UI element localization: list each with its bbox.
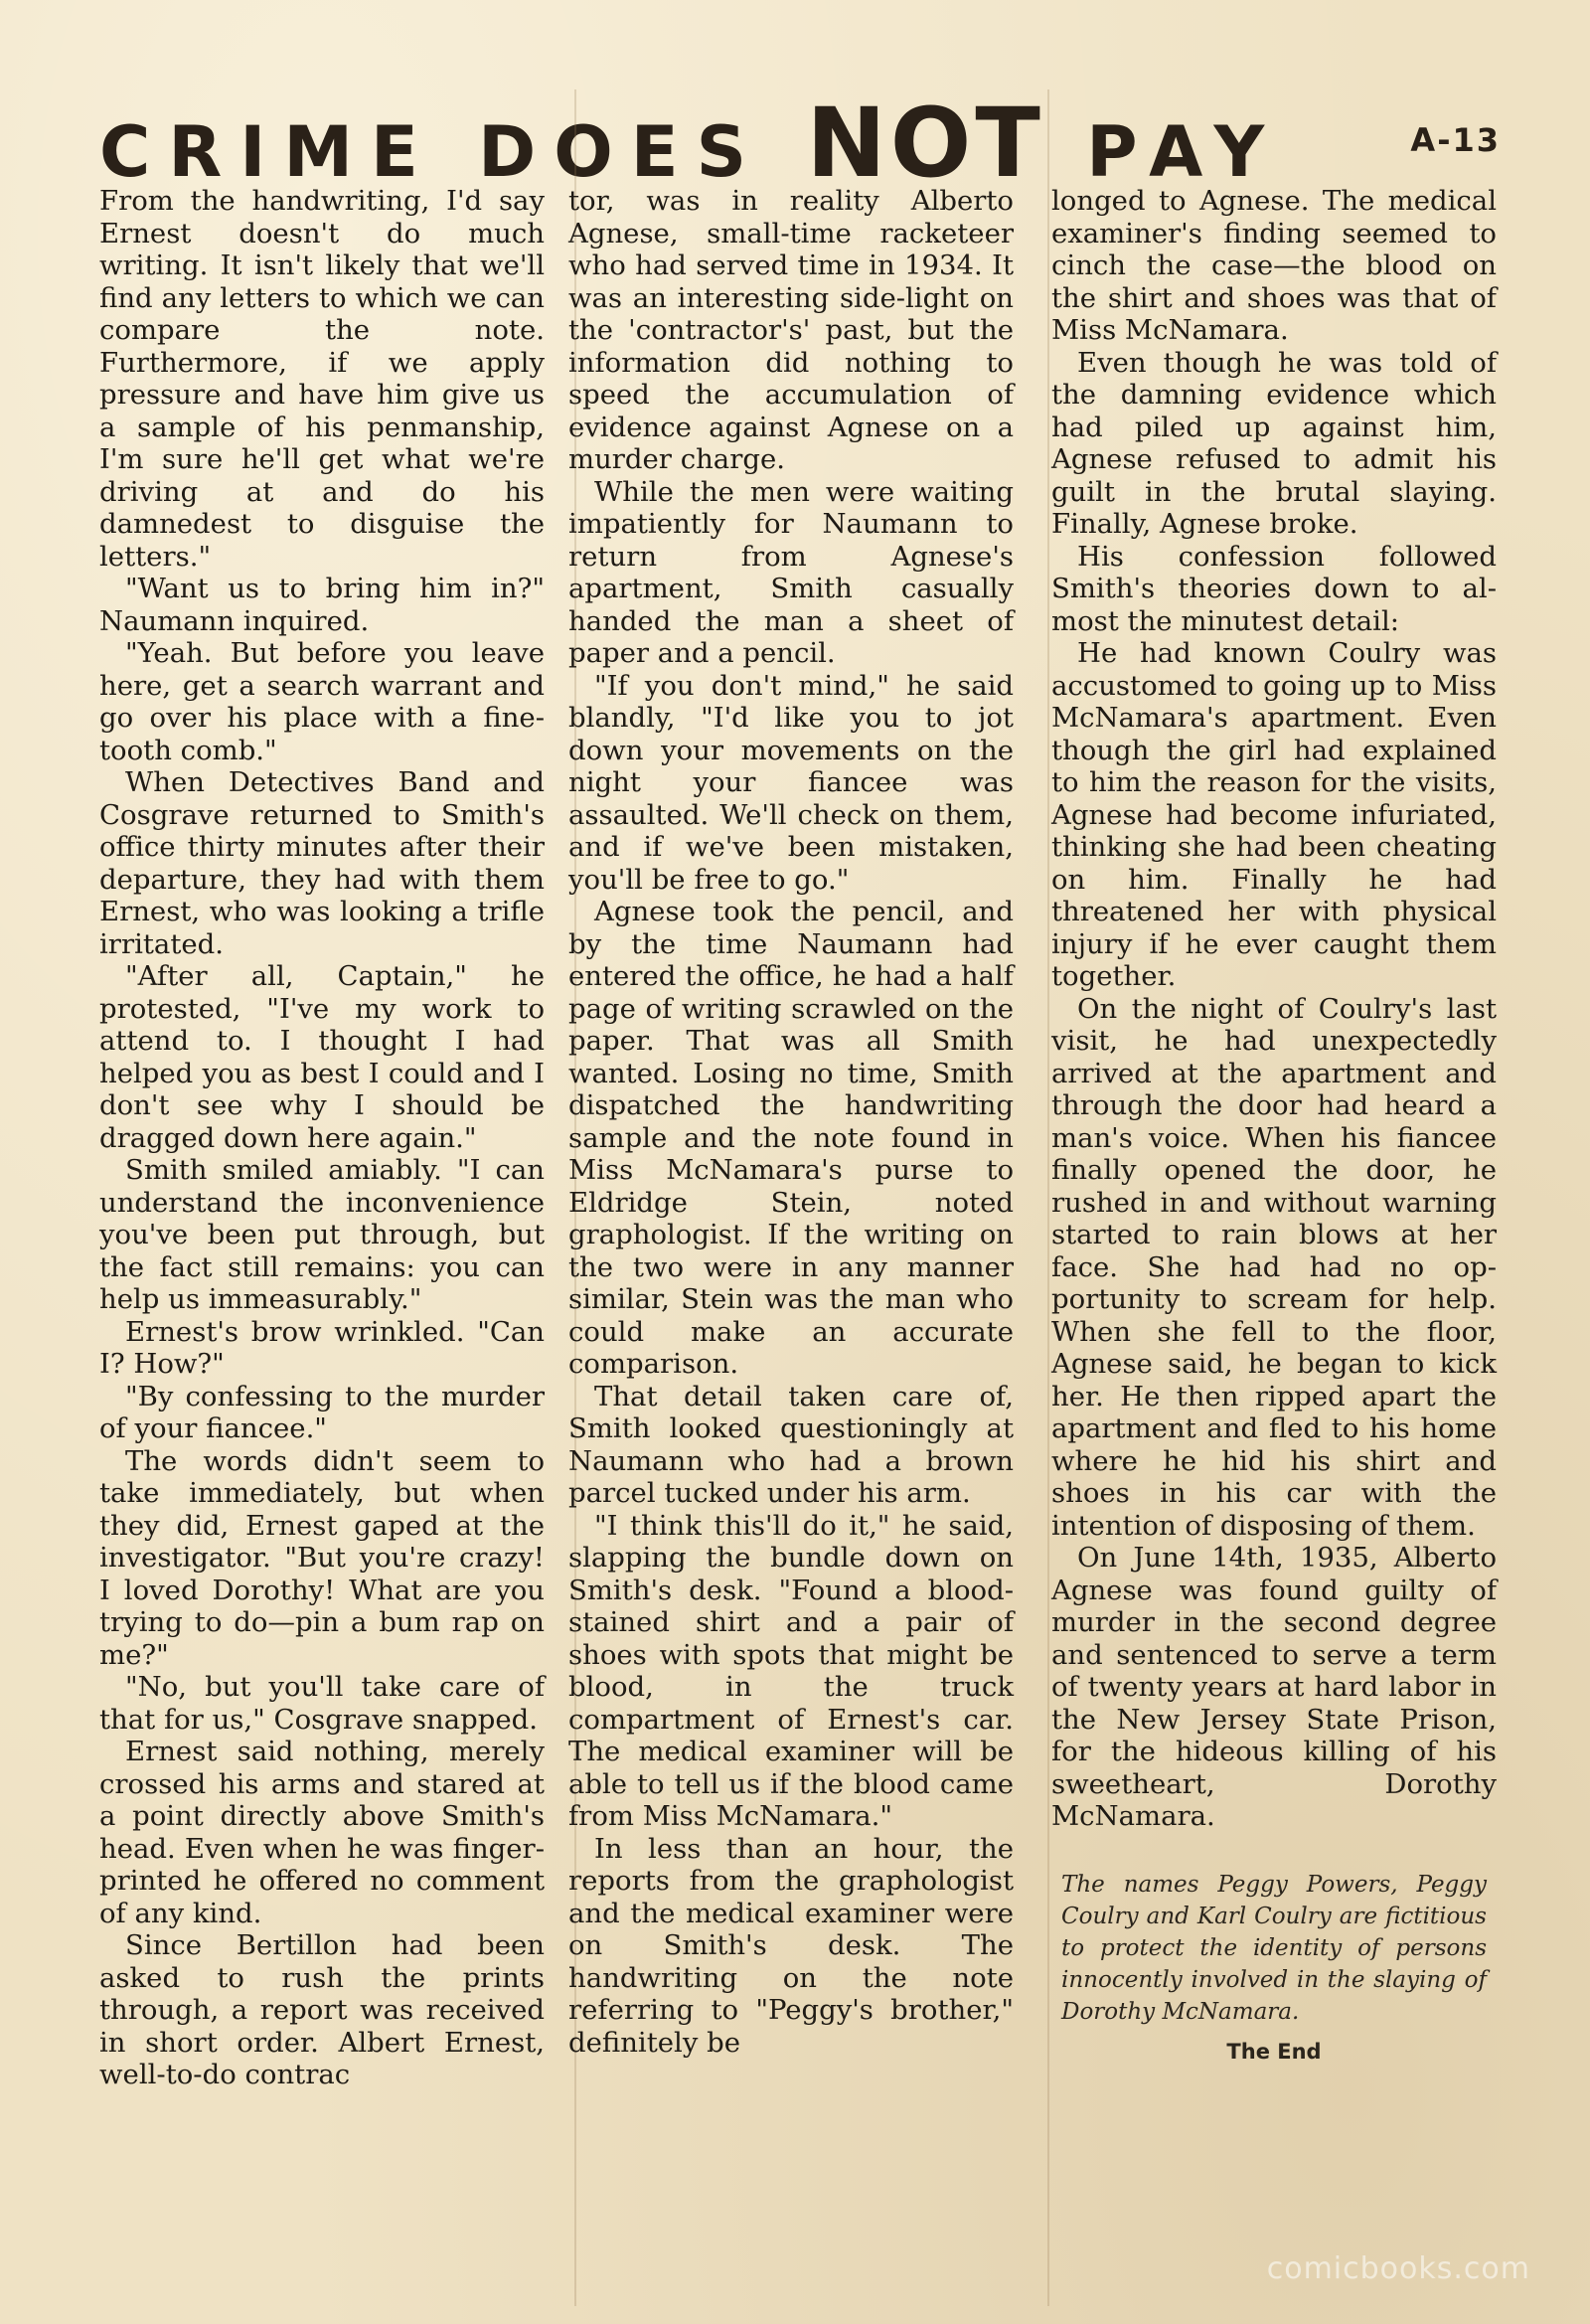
paragraph: "If you don't mind," he said blandly, "I'd like you to jot down your movements on the night your fiancee was assaulted. We'll check on them, and if we've been mistaken, you'll be free to go." xyxy=(568,669,1014,896)
title-part-crime-does: CRIME DOES xyxy=(99,111,807,193)
paragraph: Ernest said nothing, merely crossed his arms and stared at a point directly above Smith's head. Even when he was finger-printed he offered no comment of any kind. xyxy=(99,1736,545,1929)
paragraph: "After all, Captain," he protested, "I've my work to attend to. I thought I had helped you as best I could and I don't see why I should be dragged down here again." xyxy=(99,960,545,1154)
paragraph: "Yeah. But before you leave here, get a search warrant and go over his place with a fine-tooth comb." xyxy=(99,637,545,766)
paragraph: The words didn't seem to take immediately, but when they did, Ernest gaped at the investigator. "But you're crazy! I loved Dorothy! What are you trying to do—pin a bum rap on me?" xyxy=(99,1444,545,1671)
fold-crease xyxy=(1047,89,1049,2306)
paragraph: His confession followed Smith's theories down to almost the minutest detail: xyxy=(1051,540,1497,637)
paragraph: longed to Agnese. The medical examiner's finding seemed to cinch the case—the blood on the shirt and shoes was that of Miss McNamara. xyxy=(1051,185,1497,346)
paragraph: Ernest's brow wrinkled. "Can I? How?" xyxy=(99,1315,545,1380)
site-watermark: comicbooks.com xyxy=(1266,2251,1530,2286)
paragraph: "Want us to bring him in?" Naumann inquired. xyxy=(99,573,545,637)
paragraph: On the night of Coulry's last visit, he had unexpectedly arrived at the apartment and through the door had heard a man's voice. When his fiancee finally opened the door, he rushed in and without warning started to rain blows at her face. She had had no opportunity to scream for help. When she fell to the floor, Agnese said, he began to kick her. He then ripped apart the apartment and fled to his home where he hid his shirt and shoes in his car with the intention of disposing of them. xyxy=(1051,992,1497,1542)
paragraph: From the handwriting, I'd say Ernest doesn't do much writing. It isn't likely that we'll find any letters to which we can compare the note. Furthermore, if we apply pressure and have him give us a sample of his penmanship, I'm sure he'll get what we're driving at and do his damnedest to disguise the letters." xyxy=(99,185,545,573)
title-part-not: NOT xyxy=(806,87,1044,199)
paragraph: "By confessing to the murder of your fiancee." xyxy=(99,1380,545,1444)
paragraph: While the men were waiting impatiently for Naumann to return from Agnese's apartment, Smith casually handed the man a sheet of paper and a pencil. xyxy=(568,475,1014,669)
the-end-label: The End xyxy=(1226,2039,1322,2064)
paragraph: When Detectives Band and Cosgrave returned to Smith's office thirty minutes after their departure, they had with them Ernest, who was looking a trifle irritated. xyxy=(99,766,545,960)
paragraph: On June 14th, 1935, Alberto Agnese was found guilty of murder in the second degree and sentenced to serve a term of twenty years at hard labor in the New Jersey State Prison, for the hideous killing of his sweetheart, Dorothy McNamara. xyxy=(1051,1542,1497,1832)
page-number: A-13 xyxy=(1410,121,1501,159)
feature-title xyxy=(99,87,1283,199)
paragraph: Even though he was told of the damning evidence which had piled up against him, Agnese refused to admit his guilt in the brutal slaying. Finally, Agnese broke. xyxy=(1051,346,1497,540)
text-column-3 xyxy=(1051,185,1497,2068)
paragraph: tor, was in reality Alberto Agnese, small-time racketeer who had served time in 1934. It was an interesting side-light on the 'contractor's' past, but the information did nothing to speed the accumulation of evidence against Agnese on a murder charge. xyxy=(568,185,1014,475)
paragraph: Smith smiled amiably. "I can understand the inconvenience you've been put through, but the fact still remains: you can help us immeasurably." xyxy=(99,1154,545,1315)
page-header xyxy=(99,87,1510,199)
paragraph: "No, but you'll take care of that for us," Cosgrave snapped. xyxy=(99,1671,545,1736)
paragraph: Since Bertillon had been asked to rush the prints through, a report was received in short order. Albert Ernest, well-to-do contrac xyxy=(99,1929,545,2090)
paragraph: In less than an hour, the reports from the graphologist and the medical examiner were on Smith's desk. The handwriting on the note referring to "Peggy's brother," definitely be xyxy=(568,1832,1014,2059)
paragraph: He had known Coulry was accustomed to going up to Miss McNamara's apartment. Even though the girl had explained to him the reason for the visits, Agnese had become infuriated, thinking she had been cheating on him. Finally he had threatened her with physical injury if he ever caught them together. xyxy=(1051,637,1497,992)
text-column-1 xyxy=(99,185,545,2091)
paragraph: That detail taken care of, Smith looked questioningly at Naumann who had a brown parcel tucked under his arm. xyxy=(568,1380,1014,1509)
fictitious-names-note: The names Peggy Powers, Peggy Coulry and Karl Coulry are fictitious to protect the identity of persons innocently involved in the slaying of Dorothy McNamara. xyxy=(1061,1871,1487,2025)
paragraph: Agnese took the pencil, and by the time Naumann had entered the office, he had a half page of writing scrawled on the paper. That was all Smith wanted. Losing no time, Smith dispatched the handwriting sample and the note found in Miss McNamara's purse to Eldridge Stein, noted graphologist. If the writing on the two were in any manner similar, Stein was the man who could make an accurate comparison. xyxy=(568,896,1014,1380)
paragraph: "I think this'll do it," he said, slapping the bundle down on Smith's desk. "Found a blood-stained shirt and a pair of shoes with spots that might be blood, in the truck compartment of Ernest's car. The medical examiner will be able to tell us if the blood came from Miss McNamara." xyxy=(568,1509,1014,1832)
text-column-2 xyxy=(568,185,1014,2059)
title-part-pay: PAY xyxy=(1043,111,1283,193)
